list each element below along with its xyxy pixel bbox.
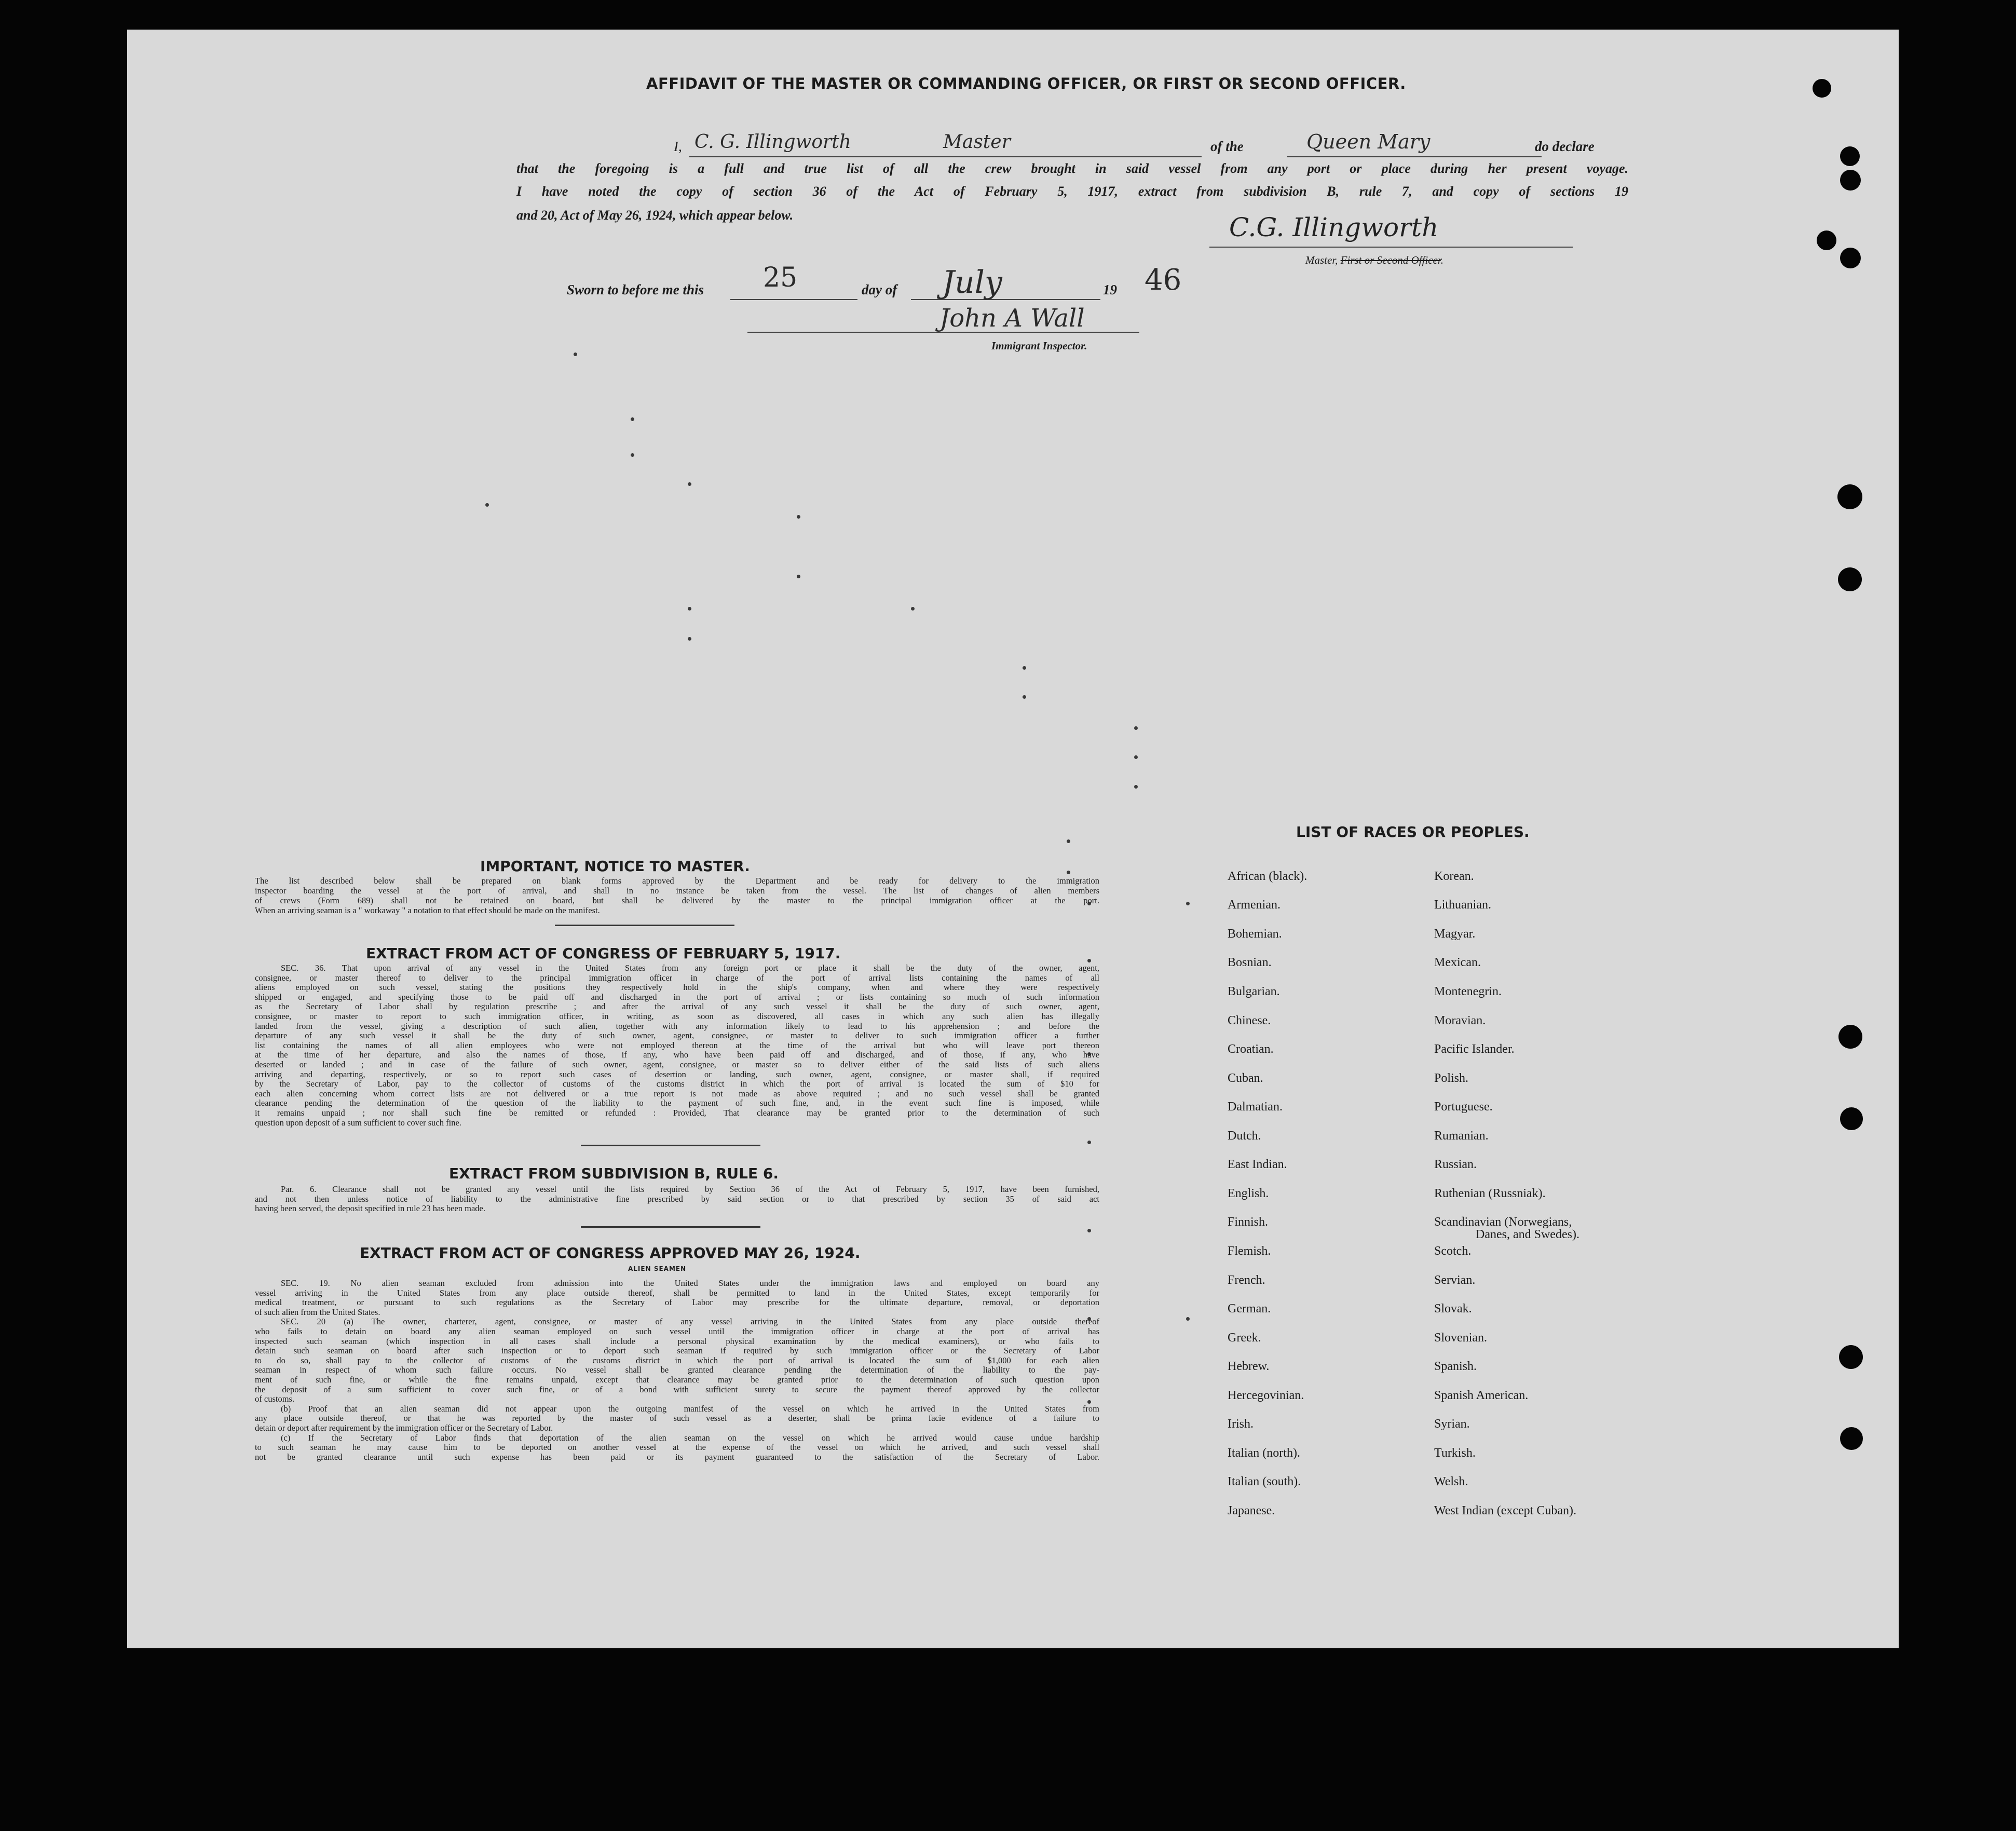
- binding-hole: [1838, 567, 1862, 591]
- separator: [581, 1226, 760, 1228]
- signer-title-suffix: .: [1440, 254, 1443, 266]
- sworn-day: 25: [763, 262, 798, 293]
- act-1924-line: to such seaman he may cause him to be deported on another vessel at the expense of the vessel on which he arrived, and such vessel shall: [255, 1443, 1099, 1453]
- race-left: Flemish.: [1228, 1244, 1271, 1258]
- race-left: English.: [1228, 1187, 1269, 1200]
- race-right: Polish.: [1434, 1072, 1469, 1085]
- notice-line-4: When an arriving seaman is a " workaway " a notation to that effect should be made on the manifest.: [255, 905, 600, 915]
- act-1924-line: detain such seaman on board after such inspection or to deport such seaman if required by such immigration officer or the Secretary of Labor: [255, 1346, 1099, 1356]
- race-right: Spanish.: [1434, 1360, 1477, 1373]
- act-1924-line: inspected such seaman (which inspection in all cases shall include a personal physical examination by the medical examiners), or who fails to: [255, 1336, 1099, 1346]
- race-left: Dutch.: [1228, 1129, 1261, 1143]
- race-right: Portuguese.: [1434, 1100, 1493, 1114]
- race-right: Magyar.: [1434, 927, 1476, 941]
- act-1917-line: at the time of her departure, and also the names of those, if any, who have been paid off and discharged, and of those, if any, who have: [255, 1050, 1099, 1060]
- separator: [581, 1145, 760, 1146]
- act-1924-subtitle: ALIEN SEAMEN: [628, 1265, 687, 1272]
- race-right: Spanish American.: [1434, 1389, 1529, 1402]
- race-left: Finnish.: [1228, 1215, 1269, 1229]
- race-right: Turkish.: [1434, 1446, 1476, 1460]
- signer-title-prefix: Master,: [1305, 254, 1341, 266]
- race-left: East Indian.: [1228, 1158, 1287, 1171]
- sworn-label: Sworn to before me this: [567, 282, 704, 297]
- act-1917-line: shipped or engaged, and specifying those to be paid off and discharged in the port of arrival ; or lists containing so much of such information: [255, 992, 1099, 1002]
- bleed-dot: [1023, 666, 1026, 670]
- race-right: Pacific Islander.: [1434, 1042, 1515, 1056]
- name-underline: [689, 156, 970, 157]
- race-right: Russian.: [1434, 1158, 1477, 1171]
- bleed-dot: [688, 607, 691, 611]
- bleed-dot: [911, 607, 915, 611]
- race-right: Rumanian.: [1434, 1129, 1489, 1143]
- bleed-dot: [1087, 1141, 1091, 1144]
- vessel-underline: [1287, 156, 1542, 157]
- race-right: Lithuanian.: [1434, 898, 1491, 912]
- race-left: Bulgarian.: [1228, 985, 1280, 998]
- sworn-month: July: [942, 264, 1002, 301]
- do-declare-label: do declare: [1535, 139, 1595, 154]
- race-left: French.: [1228, 1273, 1265, 1287]
- bleed-dot: [1067, 871, 1070, 874]
- subdivision-b-line: and not then unless notice of liability to the administrative fine prescribed by said section or to that prescribed by section 35 of said act: [255, 1194, 1099, 1204]
- bleed-dot: [1087, 1229, 1091, 1232]
- act-1917-line: clearance pending the determination of the question of the liability to the payment of such fine, and, in the event such fine is imposed, while: [255, 1098, 1099, 1108]
- bleed-dot: [631, 417, 634, 421]
- race-right: Slovenian.: [1434, 1331, 1487, 1345]
- bleed-dot: [1067, 839, 1070, 843]
- race-right: Korean.: [1434, 870, 1474, 883]
- race-left: Bosnian.: [1228, 956, 1272, 969]
- inspector-title: Immigrant Inspector.: [991, 340, 1087, 352]
- bleed-dot: [574, 352, 577, 356]
- races-title: LIST OF RACES OR PEOPLES.: [1296, 823, 1530, 840]
- race-left: African (black).: [1228, 870, 1307, 883]
- signer-title: [1305, 254, 1443, 267]
- bleed-dot: [631, 453, 634, 457]
- act-1917-line: each alien concerning whom correct lists are not delivered or a true report is not made as above required ; and no such vessel shall be granted: [255, 1089, 1099, 1098]
- year-prefix: 19: [1103, 282, 1117, 297]
- act-1917-line: as the Secretary of Labor shall by regulation prescribe ; and after the arrival of any such vessel it shall be the duty of such owner, agent,: [255, 1002, 1099, 1012]
- race-left: Cuban.: [1228, 1072, 1263, 1085]
- race-left: Japanese.: [1228, 1504, 1275, 1517]
- binding-hole: [1837, 484, 1862, 509]
- notice-line-3: of crews (Form 689) shall not be retained on board, but shall be delivered by the master to the principal immigration officer at the port.: [255, 896, 1099, 905]
- binding-hole: [1840, 248, 1861, 268]
- act-1924-title: EXTRACT FROM ACT OF CONGRESS APPROVED MAY 26, 1924.: [360, 1244, 861, 1262]
- i-label: I,: [674, 139, 682, 154]
- race-left: Hebrew.: [1228, 1360, 1270, 1373]
- act-1924-line: to do so, shall pay to the collector of customs of the customs district in which the port of arrival is located the sum of $1,000 for each alien: [255, 1355, 1099, 1365]
- bleed-dot: [1186, 1317, 1190, 1321]
- act-1917-line: aliens employed on such vessel, stating the positions they respectively hold in the ship's company, when and where they were respectively: [255, 983, 1099, 993]
- binding-hole: [1840, 1427, 1863, 1450]
- binding-hole: [1840, 170, 1861, 191]
- binding-hole: [1840, 1107, 1863, 1130]
- bleed-dot: [1023, 695, 1026, 699]
- declarant-name: C. G. Illingworth: [694, 131, 851, 153]
- manifest-page: [127, 30, 1899, 1648]
- act-1924-line: seaman in respect of whom such failure occurs. No vessel shall be granted clearance pending the determination of the liability to the pay-: [255, 1365, 1099, 1375]
- race-left: Chinese.: [1228, 1014, 1271, 1027]
- act-1924-line: SEC. 20 (a) The owner, charterer, agent, consignee, or master of any vessel arriving in the United States from any place outside thereof: [281, 1317, 1099, 1327]
- act-1924-body: [255, 1279, 1099, 1462]
- inspector-underline: [747, 332, 1139, 333]
- act-1924-line: who fails to detain on board any alien seaman employed on such vessel until the immigration officer in charge at the port of arrival has: [255, 1326, 1099, 1336]
- act-1917-line: arriving and departing, respectively, or so to report such cases of desertion or landing, such owner, agent, consignee, or master shall, if required: [255, 1069, 1099, 1079]
- bleed-dot: [1134, 726, 1138, 730]
- day-underline: [730, 299, 857, 300]
- race-right: Ruthenian (Russniak).: [1434, 1187, 1546, 1200]
- bleed-dot: [688, 637, 691, 641]
- affidavit-body-line-3: and 20, Act of May 26, 1924, which appear below.: [516, 208, 794, 223]
- subdivision-b-body: [255, 1185, 1099, 1214]
- race-left: Greek.: [1228, 1331, 1261, 1345]
- notice-line-2: inspector boarding the vessel at the port of arrival, and shall in no instance be taken from the vessel. The list of changes of alien members: [255, 886, 1099, 896]
- binding-hole: [1838, 1025, 1862, 1049]
- race-right: West Indian (except Cuban).: [1434, 1504, 1576, 1517]
- sworn-year: 46: [1145, 263, 1182, 297]
- notice-line-1: The list described below shall be prepared on blank forms approved by the Department and be ready for delivery to the immigration: [255, 876, 1099, 886]
- act-1924-line: (b) Proof that an alien seaman did not appear upon the outgoing manifest of the vessel on which he arrived in the United States from: [281, 1404, 1099, 1414]
- race-right: Scotch.: [1434, 1244, 1472, 1258]
- month-underline: [911, 299, 1100, 300]
- race-left: Italian (south).: [1228, 1475, 1301, 1488]
- bleed-dot: [688, 482, 691, 486]
- act-1924-line: (c) If the Secretary of Labor finds that deportation of the alien seaman on the vessel on which he arrived would cause undue hardship: [281, 1433, 1099, 1443]
- of-the-label: of the: [1210, 139, 1244, 154]
- subdivision-b-title: EXTRACT FROM SUBDIVISION B, RULE 6.: [449, 1165, 779, 1182]
- act-1917-line: list containing the names of all alien employees who were not employed thereon at the time of the arrival but who will leave port thereon: [255, 1040, 1099, 1050]
- race-left: Dalmatian.: [1228, 1100, 1283, 1114]
- affidavit-title: AFFIDAVIT OF THE MASTER OR COMMANDING OFFICER, OR FIRST OR SECOND OFFICER.: [646, 75, 1406, 92]
- bleed-dot: [1134, 755, 1138, 759]
- race-right: Welsh.: [1434, 1475, 1468, 1488]
- rank-underline: [932, 156, 1202, 157]
- separator: [555, 925, 734, 926]
- act-1924-line: not be granted clearance until such expense has been paid or its payment guaranteed to the satisfaction of the Secretary of Labor.: [255, 1452, 1099, 1462]
- act-1917-line: question upon deposit of a sum sufficient to cover such fine.: [255, 1117, 461, 1128]
- binding-hole: [1840, 146, 1860, 166]
- act-1924-line: the deposit of a sum sufficient to cover such fine, or of a bond with sufficient surety to secure the payment thereof approved by the collector: [255, 1385, 1099, 1394]
- act-1917-line: SEC. 36. That upon arrival of any vessel in the United States from any foreign port or place it shall be the duty of the owner, agent,: [281, 964, 1099, 973]
- act-1917-line: it remains unpaid ; nor shall such fine be remitted or refunded : Provided, That clearance may be granted prior to the determination of such: [255, 1108, 1099, 1118]
- signature-underline: [1209, 247, 1573, 248]
- affidavit-body-line-2: I have noted the copy of section 36 of the Act of February 5, 1917, extract from subdivision B, rule 7, and copy of sections 19: [516, 184, 1628, 199]
- bleed-dot: [1134, 785, 1138, 789]
- race-right-cont: Danes, and Swedes).: [1476, 1228, 1579, 1241]
- signer-title-struck: First or Second Officer: [1340, 254, 1441, 266]
- race-left: Italian (north).: [1228, 1446, 1300, 1460]
- bleed-dot: [485, 503, 489, 507]
- declarant-rank: Master: [943, 131, 1011, 153]
- binding-hole: [1839, 1345, 1863, 1369]
- act-1917-line: deserted or landed ; and in case of the failure of such owner, agent, consignee, or master so to deliver either of the said lists of such aliens: [255, 1060, 1099, 1069]
- act-1924-line: SEC. 19. No alien seaman excluded from admission into the United States under the immigration laws and employed on board any: [281, 1279, 1099, 1288]
- subdivision-b-line: Par. 6. Clearance shall not be granted any vessel until the lists required by Section 36 of the Act of February 5, 1917, have been furnished,: [281, 1185, 1099, 1194]
- race-right: Scandinavian (Norwegians,: [1434, 1215, 1572, 1229]
- act-1917-body: [255, 964, 1099, 1128]
- subdivision-b-line: having been served, the deposit specified in rule 23 has been made.: [255, 1203, 485, 1214]
- race-right: Servian.: [1434, 1273, 1476, 1287]
- master-signature: C.G. Illingworth: [1229, 212, 1439, 242]
- act-1917-line: consignee, or master to report to such immigration officer, in writing, as soon as discovered, all cases in which any such alien has illegally: [255, 1011, 1099, 1021]
- binding-hole: [1817, 230, 1836, 250]
- race-left: Croatian.: [1228, 1042, 1274, 1056]
- notice-title: IMPORTANT, NOTICE TO MASTER.: [480, 858, 750, 875]
- act-1917-title: EXTRACT FROM ACT OF CONGRESS OF FEBRUARY 5, 1917.: [366, 945, 841, 962]
- race-right: Syrian.: [1434, 1417, 1470, 1431]
- act-1917-line: by the Secretary of Labor, pay to the collector of customs of the customs district in which the port of arrival is located the sum of $10 for: [255, 1079, 1099, 1089]
- act-1924-line: any place outside thereof, or that he was reported by the master of such vessel as a deserter, shall be prima facie evidence of a failure to: [255, 1414, 1099, 1423]
- act-1917-line: consignee, or master thereof to deliver to the principal immigration officer in charge of the port of arrival lists containing the names of all: [255, 973, 1099, 983]
- race-left: Irish.: [1228, 1417, 1254, 1431]
- race-left: Bohemian.: [1228, 927, 1282, 941]
- bleed-dot: [797, 515, 800, 519]
- race-left: Hercegovinian.: [1228, 1389, 1304, 1402]
- bleed-dot: [797, 575, 800, 578]
- act-1924-line: detain or deport after requirement by the immigration officer or the Secretary of Labor.: [255, 1422, 553, 1433]
- binding-hole: [1813, 79, 1831, 98]
- act-1924-line: medical treatment, or pursuant to such regulations as the Secretary of Labor may prescribe for the ultimate departure, removal, or deportation: [255, 1298, 1099, 1308]
- bleed-dot: [1186, 902, 1190, 905]
- act-1917-line: landed from the vessel, giving a description of such alien, together with any information likely to lead to his apprehension ; and before the: [255, 1021, 1099, 1031]
- act-1924-line: of such alien from the United States.: [255, 1307, 380, 1317]
- race-right: Montenegrin.: [1434, 985, 1502, 998]
- act-1924-line: vessel arriving in the United States from any place outside thereof, shall be permitted to land in the United States, except temporarily for: [255, 1288, 1099, 1298]
- race-right: Slovak.: [1434, 1302, 1472, 1315]
- race-left: German.: [1228, 1302, 1271, 1315]
- race-right: Mexican.: [1434, 956, 1481, 969]
- affidavit-body-line-1: that the foregoing is a full and true list of all the crew brought in said vessel from any port or place during her present voyage.: [516, 161, 1628, 176]
- race-right: Moravian.: [1434, 1014, 1486, 1027]
- race-left: Armenian.: [1228, 898, 1281, 912]
- bleed-dot: [1087, 959, 1091, 962]
- day-of-label: day of: [862, 282, 897, 297]
- act-1924-line: of customs.: [255, 1394, 295, 1404]
- act-1924-line: ment of such fine, or while the fine remains unpaid, except that clearance may be granted prior to the determination of such question upon: [255, 1375, 1099, 1385]
- act-1917-line: departure of any such vessel it shall be the duty of such owner, agent, consignee, or master to deliver to such immigration officer a further: [255, 1031, 1099, 1041]
- vessel-name: Queen Mary: [1306, 130, 1431, 153]
- inspector-signature: John A Wall: [939, 304, 1085, 333]
